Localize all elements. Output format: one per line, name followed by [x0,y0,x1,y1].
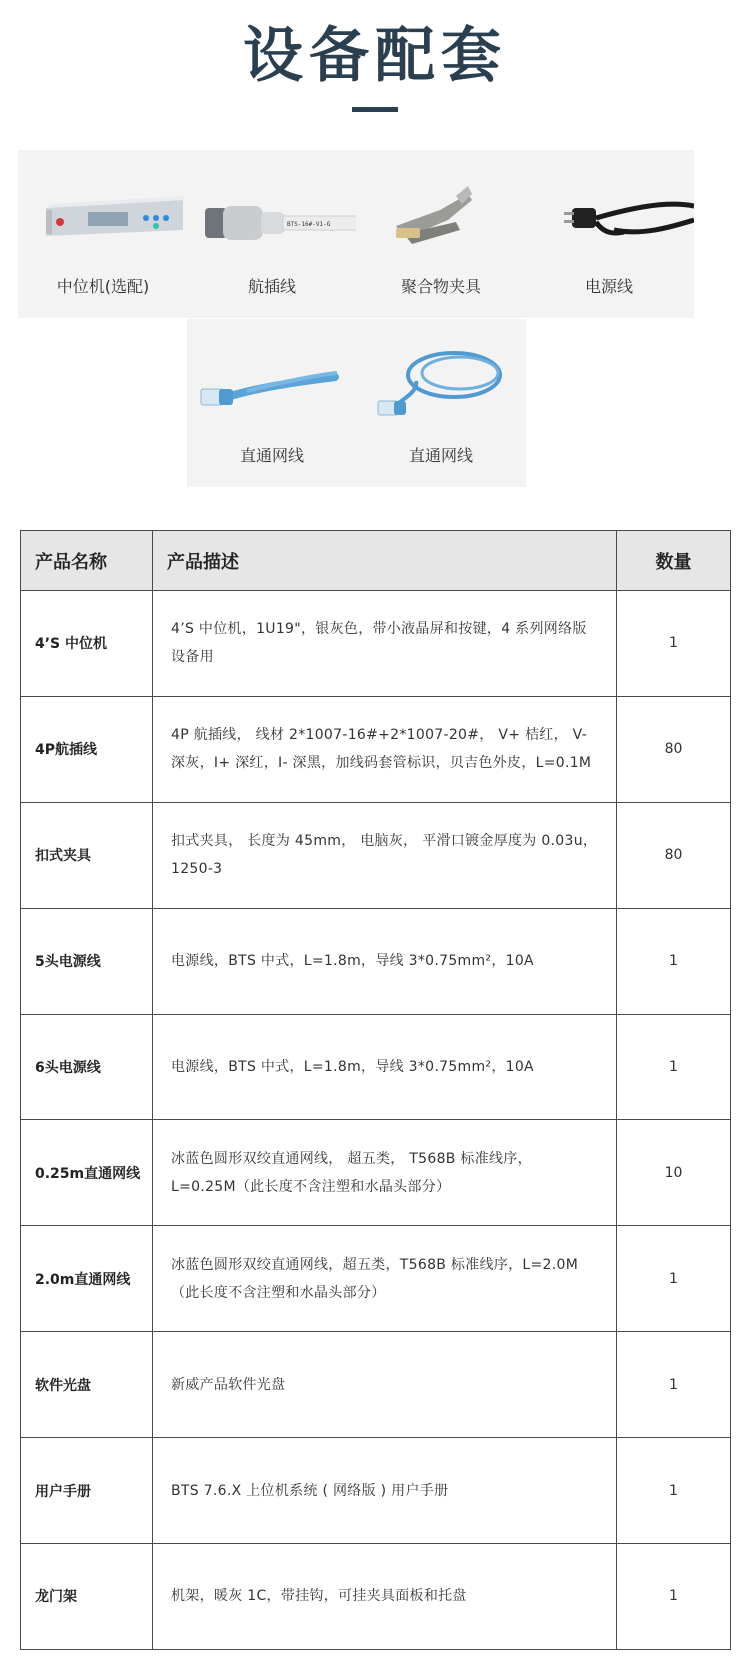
accessory-card-ethernet-short [187,319,357,487]
accessory-label: 航插线 [247,277,296,296]
table-row [21,908,731,1014]
product-qty: 1 [617,1544,731,1650]
product-name: 龙门架 [21,1544,153,1650]
product-spec-table [20,530,731,1650]
table-row [21,591,731,697]
header-quantity: 数量 [617,531,731,591]
accessory-card-power-cord [524,150,694,318]
accessory-label: 直通网线 [408,446,473,465]
aviation-connector-icon [187,150,357,270]
rack-unit-icon [18,150,188,270]
clamp-icon [356,150,526,270]
power-cord-icon [524,150,694,270]
accessory-label: 中位机(选配) [56,277,150,296]
accessory-card-aviation-cable [187,150,357,318]
table-row [21,1438,731,1544]
table-row [21,1544,731,1650]
product-name: 2.0m直通网线 [21,1226,153,1332]
product-desc: 电源线，BTS 中式，L=1.8m，导线 3*0.75mm²，10A [153,1014,617,1120]
product-name: 用户手册 [21,1438,153,1544]
product-name: 软件光盘 [21,1332,153,1438]
product-qty: 1 [617,1014,731,1120]
product-qty: 1 [617,1438,731,1544]
accessory-label: 直通网线 [239,446,304,465]
product-name: 4P航插线 [21,696,153,802]
product-name: 0.25m直通网线 [21,1120,153,1226]
title-underline [352,107,398,112]
product-desc: 冰蓝色圆形双绞直通网线， 超五类， T568B 标准线序， L=0.25M（此长度不含注塑和水晶头部分） [153,1120,617,1226]
product-qty: 1 [617,1332,731,1438]
page-title: 设备配套 [243,21,507,91]
table-row [21,802,731,908]
ethernet-cable-icon [187,319,357,439]
product-desc: 4P 航插线， 线材 2*1007-16#+2*1007-20#， V+ 桔红， V- 深灰，I+ 深红，I- 深黑，加线码套管标识，贝吉色外皮，L=0.1M [153,696,617,802]
ethernet-cable-icon [356,319,526,439]
product-desc: 机架，暖灰 1C，带挂钩，可挂夹具面板和托盘 [153,1544,617,1650]
product-desc: BTS 7.6.X 上位机系统 ( 网络版 ) 用户手册 [153,1438,617,1544]
product-desc: 扣式夹具， 长度为 45mm， 电脑灰， 平滑口镀金厚度为 0.03u，1250-3 [153,802,617,908]
product-name: 6头电源线 [21,1014,153,1120]
cable-print-label: BTS-16#-V1-G [287,221,331,228]
product-desc: 电源线，BTS 中式，L=1.8m，导线 3*0.75mm²，10A [153,908,617,1014]
accessory-card-clamp [356,150,526,318]
table-row [21,1226,731,1332]
product-qty: 80 [617,696,731,802]
product-name: 扣式夹具 [21,802,153,908]
accessory-card-rack-unit [18,150,188,318]
table-row [21,696,731,802]
product-desc: 冰蓝色圆形双绞直通网线，超五类，T568B 标准线序，L=2.0M（此长度不含注塑和水晶头部分） [153,1226,617,1332]
accessory-label: 聚合物夹具 [400,277,481,296]
accessory-card-ethernet-long [356,319,526,487]
product-qty: 1 [617,1226,731,1332]
header-product-name: 产品名称 [21,531,153,591]
product-qty: 80 [617,802,731,908]
product-name: 5头电源线 [21,908,153,1014]
product-qty: 10 [617,1120,731,1226]
table-row [21,1332,731,1438]
product-desc: 新威产品软件光盘 [153,1332,617,1438]
product-desc: 4’S 中位机，1U19"，银灰色，带小液晶屏和按键，4 系列网络版设备用 [153,591,617,697]
product-name: 4’S 中位机 [21,591,153,697]
product-qty: 1 [617,591,731,697]
table-row [21,1014,731,1120]
accessory-label: 电源线 [584,277,633,296]
table-header-row [21,531,731,591]
header-product-desc: 产品描述 [153,531,617,591]
table-row [21,1120,731,1226]
product-qty: 1 [617,908,731,1014]
